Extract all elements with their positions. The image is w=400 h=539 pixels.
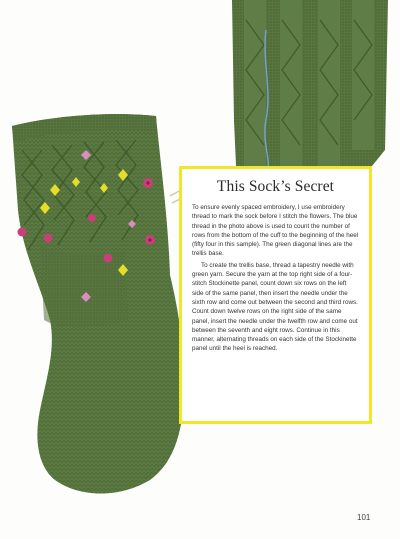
callout-title: This Sock’s Secret [216, 178, 335, 195]
secret-callout-box [179, 166, 372, 424]
back-sock [232, 0, 388, 166]
callout-paragraph-2: To create the trellis base, thread a tapestry needle with green yarn. Secure the yarn at the top right side of a four-stitch Stockinette panel, count down six rows on the left side of the same panel, then insert the needle under the sixth row and come out between the second and third rows. Count down twelve rows on the right side of the same panel, insert the needle under the twelfth row and come out between the seventh and eight rows. Continue in this manner, alternating threads on each side of the Stockinette panel until the heel is reached. [192, 261, 358, 353]
front-sock [12, 114, 184, 493]
callout-paragraph-1: To ensure evenly spaced embroidery, I use embroidery thread to mark the sock before I stitch the flowers. The blue thread in the photo above is used to count the number of rows from the bottom of the cuff to the beginning of the heel (fifty four in this sample). The green diagonal lines are the trellis base. [192, 204, 359, 258]
page-number: 101 [357, 513, 371, 522]
